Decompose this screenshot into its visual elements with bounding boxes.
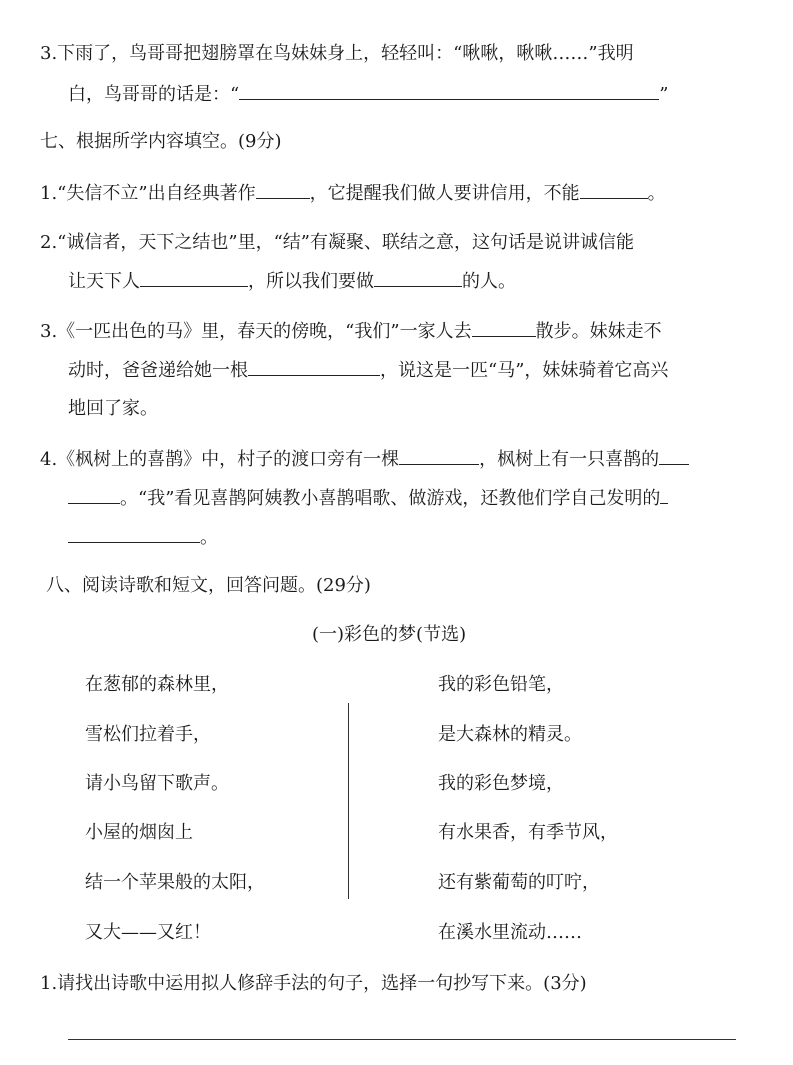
sec7-q2-mid: ，所以我们要做 — [248, 271, 374, 292]
poem-divider — [348, 703, 349, 899]
sec7-q2-pre: 让天下人 — [68, 271, 140, 292]
answer-blank[interactable] — [399, 446, 479, 465]
q6-3-line2-pre: 白，鸟哥哥的话是：“ — [68, 84, 240, 105]
sec7-q2-line2 — [68, 268, 516, 295]
sec7-q4-post2: 。“我”看见喜鹊阿姨教小喜鹊唱歌、做游戏，还教他们学自己发明的 — [120, 488, 661, 509]
q6-3-line2-post: ” — [659, 84, 669, 105]
sec7-q3-post1: 散步。妹妹走不 — [535, 321, 662, 342]
answer-blank[interactable] — [140, 268, 248, 287]
poem-left-line: 雪松们拉着手， — [85, 724, 211, 745]
sec7-q4-post3: 。 — [200, 527, 218, 548]
poem-left-line: 小屋的烟囱上 — [85, 822, 193, 843]
sec7-q2-line1: 2.“诚信者，天下之结也”里，“结”有凝聚、联结之意，这句话是说讲诚信能 — [40, 232, 634, 253]
poem-right-line: 我的彩色梦境， — [438, 773, 564, 794]
sec7-q4-mid1: ，枫树上有一只喜鹊的 — [479, 449, 660, 470]
answer-blank[interactable] — [68, 485, 120, 504]
answer-blank[interactable] — [659, 446, 689, 465]
poem-right-line: 有水果香，有季节风， — [438, 822, 618, 843]
poem-right-line: 是大森林的精灵。 — [438, 724, 582, 745]
section-7-title: 七、根据所学内容填空。(9分) — [40, 131, 282, 152]
sec7-q2-post: 的人。 — [462, 271, 516, 292]
poem-title: (一)彩色的梦(节选) — [312, 624, 467, 645]
answer-line[interactable] — [68, 1039, 736, 1040]
sec7-q4-line2 — [68, 485, 668, 512]
sec7-q4-pre1: 4.《枫树上的喜鹊》中，村子的渡口旁有一棵 — [40, 449, 400, 470]
answer-blank[interactable] — [248, 357, 380, 376]
poem-left-line: 在葱郁的森林里， — [85, 674, 229, 695]
sec7-q1-post: 。 — [647, 183, 666, 204]
poem-right-line: 在溪水里流动…… — [438, 922, 582, 943]
poem-right-line: 我的彩色铅笔， — [438, 674, 564, 695]
answer-blank[interactable] — [239, 81, 659, 100]
answer-blank[interactable] — [256, 180, 310, 199]
sec8-q1: 1.请找出诗歌中运用拟人修辞手法的句子，选择一句抄写下来。(3分) — [40, 973, 587, 994]
poem-right-line: 还有紫葡萄的叮咛， — [438, 872, 600, 893]
sec7-q3-line2 — [68, 357, 668, 384]
poem-left-line: 结一个苹果般的太阳， — [85, 872, 265, 893]
sec7-q3-line3: 地回了家。 — [68, 398, 158, 419]
answer-blank[interactable] — [68, 524, 200, 543]
answer-blank[interactable] — [472, 318, 536, 337]
sec7-q4-line3 — [68, 524, 218, 551]
sec7-q4-line1 — [40, 446, 689, 473]
poem-left-line: 又大——又红！ — [85, 922, 211, 943]
sec7-q1-pre: 1.“失信不立”出自经典著作 — [40, 183, 256, 204]
sec7-q3-line1 — [40, 318, 662, 345]
answer-blank[interactable] — [580, 180, 648, 199]
sec7-q3-pre1: 3.《一匹出色的马》里，春天的傍晚，“我们”一家人去 — [40, 321, 472, 342]
sec7-q1-mid: ，它提醒我们做人要讲信用，不能 — [309, 183, 580, 204]
answer-blank[interactable] — [660, 485, 668, 504]
q6-3-line2 — [68, 81, 668, 108]
q6-3-line1: 3.下雨了，鸟哥哥把翅膀罩在鸟妹妹身上，轻轻叫：“啾啾，啾啾……”我明 — [40, 43, 634, 64]
sec7-q1 — [40, 180, 666, 207]
sec7-q3-pre2: 动时，爸爸递给她一根 — [68, 360, 248, 381]
answer-blank[interactable] — [374, 268, 462, 287]
sec7-q3-post2: ，说这是一匹“马”，妹妹骑着它高兴 — [380, 360, 669, 381]
poem-left-line: 请小鸟留下歌声。 — [85, 773, 229, 794]
section-8-title: 八、阅读诗歌和短文，回答问题。(29分) — [46, 575, 371, 596]
